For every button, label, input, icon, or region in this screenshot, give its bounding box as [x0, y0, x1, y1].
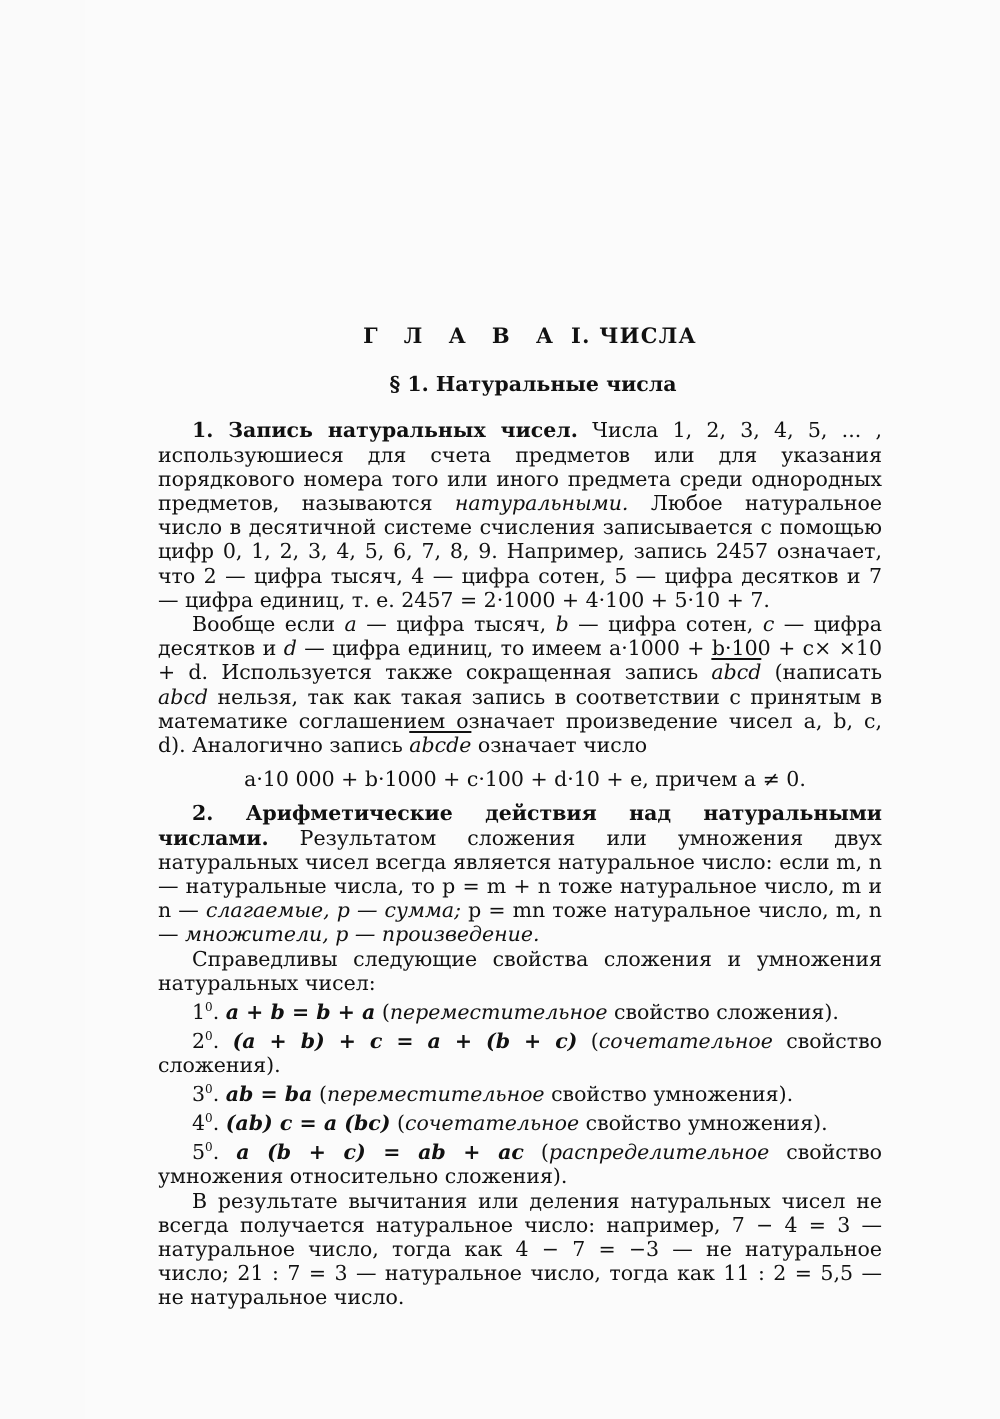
var-a: a: [344, 612, 357, 637]
property-item: $3^0$. ab = ba (переместительное свойство умножения).: [192, 1082, 794, 1107]
item2-terms-a: слагаемые, p — сумма;: [205, 898, 462, 923]
paragraph-item1: [158, 418, 882, 612]
property-item: $2^0$. (a + b) + c = a + (b + c) (сочетательное свойство сложения).: [158, 1028, 882, 1078]
var-d: d: [283, 636, 297, 661]
property-number: 5: [192, 1140, 206, 1165]
property-rest: свойство умножения).: [579, 1111, 828, 1136]
para2-text: — цифра тысяч,: [356, 612, 556, 637]
paragraph-subtraction-division: В результате вычитания или деления натуральных чисел не всегда получается натуральное число: например, 7 − 4 = 3 — натуральное число, тогда как 4 − 7 = −3 — не натуральное число; 21 : 7 = 3 — натуральное число, тогда как 11 : 2 = 5,5 — не натуральное число.: [158, 1188, 882, 1310]
item1-text-a: Числа 1, 2, 3, 4, 5, ... , используюшиеся для счета предметов или для указания порядкового номера того или иного предмета среди однородных предметов, называются: [158, 418, 882, 516]
property-formula: (a + b) + c = a + (b + c): [232, 1028, 578, 1053]
item2-text-b: p = mn тоже натуральное число, m, n —: [158, 898, 882, 947]
item2-heading: 2. Арифметические действия над натуральными числами.: [158, 801, 882, 850]
formula-place-value: a·10 000 + b·1000 + c·100 + d·10 + e, причем a ≠ 0.: [244, 767, 806, 792]
property-formula: a (b + c) = ab + ac: [236, 1140, 524, 1165]
property-number: 3: [192, 1082, 206, 1107]
property-rest: свойство умножения относительно сложения).: [158, 1140, 882, 1189]
property-formula: (ab) c = a (bc): [225, 1111, 391, 1136]
properties-intro: Справедливы следующие свойства сложения и умножения натуральных чисел:: [158, 946, 882, 995]
chapter-name: I. ЧИСЛА: [570, 323, 697, 348]
para2-text: Вообще если: [192, 612, 345, 637]
page-content: [158, 324, 882, 1310]
property-item: $1^0$. a + b = b + a (переместительное свойство сложения).: [192, 999, 839, 1024]
abcd-product: abcd: [158, 684, 208, 709]
item1-heading: 1. Запись натуральных чисел.: [192, 418, 578, 443]
item2-terms-b: множители, p — произведение.: [185, 922, 540, 947]
abcde-overlined: abcde: [409, 733, 472, 758]
para2-text: — цифра сотен,: [568, 612, 763, 637]
property-number: 1: [192, 999, 206, 1024]
property-term: переместительное: [389, 999, 608, 1024]
section-title: § 1. Натуральные числа: [389, 372, 677, 397]
property-number: 4: [192, 1111, 206, 1136]
paragraph-general: [158, 612, 882, 757]
para2-text: означает число: [471, 733, 648, 758]
item2-text-a: Результатом сложения или умножения двух натуральных чисел всегда является натуральное число: если m, n — натуральные числа, то p = m + n тоже натуральное число, m и n —: [158, 825, 882, 923]
property-rest: свойство сложения).: [158, 1028, 882, 1078]
property-formula: a + b = b + a: [225, 999, 376, 1024]
property-term: переместительное: [326, 1082, 545, 1107]
property-number: 2: [192, 1028, 206, 1053]
property-rest: свойство умножения).: [544, 1082, 794, 1107]
property-formula: ab = ba: [225, 1082, 313, 1107]
property-term: сочетательное: [598, 1028, 773, 1053]
para2-text: (написать: [761, 660, 882, 685]
property-term: распределительное: [548, 1140, 770, 1165]
paragraph-item2: [158, 801, 882, 946]
property-item: $5^0$. a (b + c) = ab + ac (распределительное свойство умножения относительно сложения).: [158, 1140, 882, 1189]
para2-text: — цифра десятков и: [158, 612, 882, 661]
properties-list: [158, 995, 882, 1189]
property-item: $4^0$. (ab) c = a (bc) (сочетательное свойство умножения).: [192, 1111, 828, 1136]
item1-text-b: Любое натуральное число в десятичной системе счисления записывается с помощью цифр 0, 1, 2, 3, 4, 5, 6, 7, 8, 9. Например, запись 2457 означает, что 2 — цифра тысяч, 4 — цифра сотен, 5 — цифра десятков и 7 — цифра единиц, т. е. 2457 = 2·1000 + 4·100 + 5·10 + 7.: [158, 491, 882, 612]
chapter-title: [158, 324, 882, 348]
var-c: c: [762, 612, 775, 637]
property-term: сочетательное: [404, 1111, 580, 1136]
para2-text: — цифра единиц, то имеем a·1000 + b·100 + c× ×10 + d. Используется также сокращенная запись: [158, 636, 883, 685]
var-b: b: [555, 612, 569, 637]
property-rest: свойство сложения).: [607, 999, 839, 1024]
abcd-overlined: abcd: [711, 660, 762, 685]
chapter-label: Г Л А В А: [363, 323, 563, 348]
item1-term: натуральными.: [454, 491, 629, 516]
para2-text: нельзя, так как такая запись в соответствии с принятым в математике соглашением означает произведение чисел a, b, c, d). Аналогично запись: [158, 684, 882, 758]
